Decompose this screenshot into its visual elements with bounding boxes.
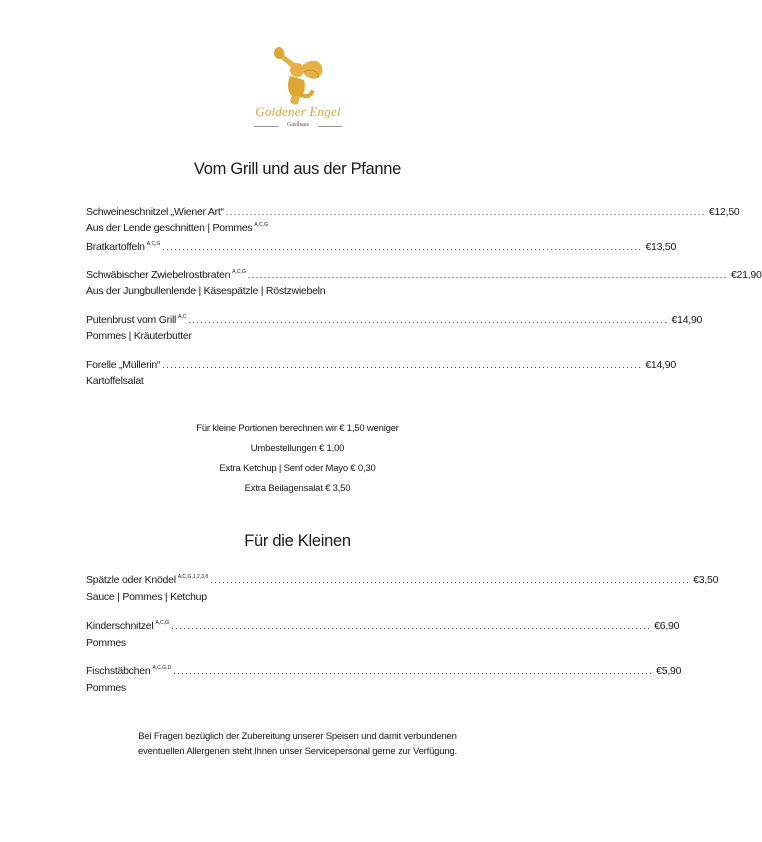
leader-dots: ........................................................................................................................ [162, 360, 643, 370]
currency: € [654, 620, 660, 632]
item-price: 21,90 [736, 269, 762, 281]
allergen-codes: A,C,G,D [152, 665, 172, 671]
logo-subtext: Gasthaus [287, 122, 309, 128]
footer-text: Bei Fragen bezüglich der Zubereitung unserer Speisen und damit verbundenen [138, 731, 457, 742]
item-price: 14,90 [677, 314, 703, 326]
logo [250, 46, 346, 138]
leader-dots: ........................................................................................................................ [225, 207, 706, 217]
angel-icon [270, 46, 326, 108]
item-description: Aus der Lende geschnitten | Pommes $^{A,C,G}$ [86, 222, 269, 234]
item-name: Schwäbischer Zwiebelrostbraten $^{A,C,G}$ [86, 269, 246, 281]
currency: € [645, 241, 652, 253]
leader-dots: ........................................................................................................................ [247, 270, 728, 280]
leader-dots: ........................................................................................................................ [171, 621, 652, 631]
allergen-codes: A,C,G [146, 241, 161, 247]
section-title: Vom Grill und aus der Pfanne [193, 160, 402, 178]
menu-item [86, 663, 682, 678]
currency: € [708, 206, 715, 218]
menu-item [86, 357, 676, 372]
item-price: 12,50 [714, 206, 740, 218]
item-name: Schweineschnitzel „Wiener Art“ [86, 206, 224, 218]
item-description: Pommes | Kräuterbutter [86, 330, 192, 342]
item-description: Aus der Jungbullenlende | Käsespätzle | Röstzwiebeln [86, 285, 326, 297]
currency: € [693, 574, 699, 586]
item-description: Sauce | Pommes | Ketchup [86, 591, 207, 603]
leader-dots: ........................................................................................................................ [162, 242, 643, 252]
section-title: Für die Kleinen [244, 532, 351, 550]
item-name: Bratkartoffeln $^{A,C,G}$ [86, 241, 161, 253]
menu-item [86, 312, 703, 327]
menu-item [86, 239, 677, 254]
allergen-codes: A,C,G [254, 222, 269, 228]
currency: € [730, 269, 737, 281]
item-description: Pommes [86, 682, 126, 694]
allergen-codes: A,C,G [155, 620, 170, 626]
leader-dots: ........................................................................................................................ [210, 575, 691, 585]
leader-dots: ........................................................................................................................ [188, 315, 669, 325]
allergen-codes: A,C,G,1,2,3,8 [177, 574, 209, 580]
note: Extra Beilagensalat € 3,50 [244, 483, 351, 494]
item-name: Fischstäbchen $^{A,C,G,D}$ [86, 665, 172, 677]
item-description: Kartoffelsalat [86, 375, 144, 387]
item-price: 6,90 [659, 620, 680, 632]
item-name: Spätzle oder Knödel $^{A,C,G,1,2,3,8}$ [86, 574, 209, 586]
note: Extra Ketchup | Senf oder Mayo € 0,30 [219, 463, 376, 474]
item-name: Putenbrust vom Grill $^{A,C}$ [86, 314, 187, 326]
item-price: 13,50 [651, 241, 677, 253]
currency: € [656, 665, 662, 677]
menu-item [86, 572, 719, 587]
logo-divider [318, 126, 342, 127]
menu-item [86, 618, 680, 633]
item-price: 14,90 [650, 359, 676, 371]
currency: € [645, 359, 651, 371]
note: Umbestellungen € 1,00 [250, 443, 345, 454]
menu-item [86, 267, 762, 282]
allergen-codes: A,C,G [232, 269, 246, 275]
item-price: 3,50 [698, 574, 719, 586]
logo-text: Goldener Engel [255, 104, 341, 119]
allergen-codes: A,C [178, 314, 187, 320]
item-price: 5,90 [661, 665, 682, 677]
footer-text: eventuellen Allergenen steht Ihnen unser Servicepersonal gerne zur Verfügung. [138, 746, 457, 757]
currency: € [671, 314, 678, 326]
item-description: Pommes [86, 637, 126, 649]
leader-dots: ........................................................................................................................ [173, 666, 654, 676]
note: Für kleine Portionen berechnen wir € 1,50 weniger [196, 423, 399, 434]
menu-item [86, 204, 740, 219]
item-name: Forelle „Müllerin“ [86, 359, 161, 371]
item-name: Kinderschnitzel $^{A,C,G}$ [86, 620, 170, 632]
